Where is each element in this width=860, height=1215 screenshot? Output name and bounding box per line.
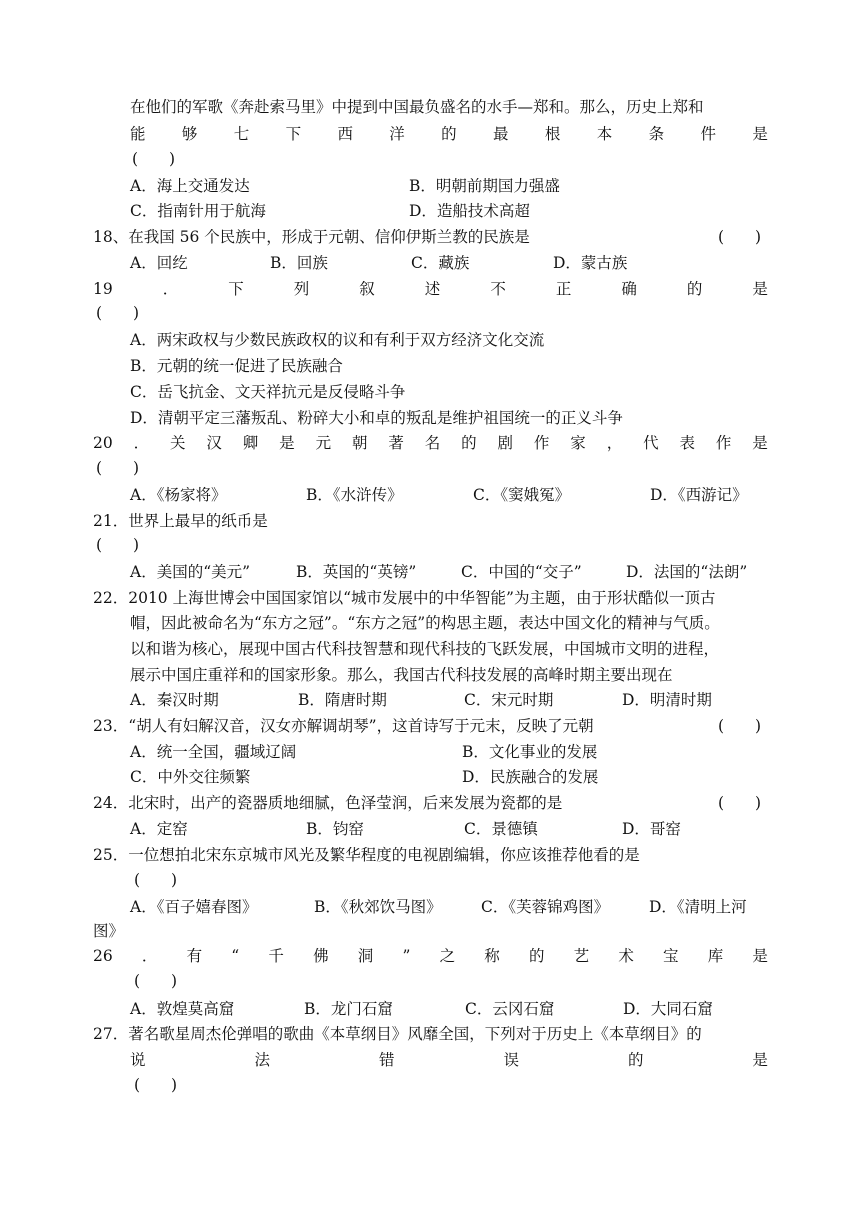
q18-option-c: C．藏族: [411, 254, 470, 272]
q22-stem-line2: 帽，因此被命名为“东方之冠”。“东方之冠”的构思主题，表达中国文化的精神与气质。: [130, 614, 720, 632]
stem-char: 作: [715, 434, 732, 452]
stem-char: 最: [493, 125, 509, 143]
q20-stem: [93, 433, 768, 453]
q19-answer-bracket: ( ): [96, 304, 140, 322]
stem-char: 条: [648, 125, 665, 143]
stem-char: ．: [162, 280, 179, 298]
q27-stem-line1: 27．著名歌星周杰伦弹唱的歌曲《本草纲目》风靡全国，下列对于历史上《本草纲目》的: [93, 1025, 702, 1043]
q17-stem-line1: 在他们的军歌《奔赴索马里》中提到中国最负盛名的水手—郑和。那么，历史上郑和: [130, 98, 704, 116]
stem-char: 宝: [663, 947, 679, 965]
q18-answer-bracket: ( ): [718, 228, 762, 246]
stem-char: 误: [503, 1051, 519, 1069]
q19-option-c: C．岳飞抗金、文天祥抗元是反侵略斗争: [130, 383, 406, 401]
q25-option-b: B．《秋郊饮马图》: [314, 898, 442, 916]
q22-stem-line4: 展示中国庄重祥和的国家形象。那么，我国古代科技发展的高峰时期主要出现在: [130, 666, 673, 684]
q18-stem: 18、在我国 56 个民族中，形成于元朝、信仰伊斯兰教的民族是: [93, 228, 530, 246]
stem-char: 的: [461, 434, 477, 452]
q17-answer-bracket: ( ): [132, 150, 176, 168]
stem-char: 代: [643, 434, 659, 452]
stem-char: 剧: [497, 434, 514, 452]
stem-char: 之: [439, 947, 456, 965]
q23-option-c: C．中外交往频繁: [130, 768, 251, 786]
stem-char: 是: [752, 1051, 768, 1069]
stem-char: 是: [752, 947, 768, 965]
q26-option-a: A．敦煌莫高窟: [130, 1000, 235, 1018]
stem-char: 表: [679, 434, 695, 452]
stem-char: 20: [93, 434, 113, 452]
stem-char: 库: [707, 947, 724, 965]
q22-option-c: C．宋元时期: [464, 691, 554, 709]
q19-option-a: A．两宋政权与少数民族政权的议和有利于双方经济文化交流: [130, 331, 545, 349]
stem-char: 能: [130, 125, 146, 143]
q21-option-a: A．美国的“美元”: [130, 563, 251, 581]
stem-char: 千: [268, 947, 284, 965]
stem-char: 法: [254, 1051, 270, 1069]
stem-char: 下: [285, 125, 302, 143]
q27-stem-line2: [130, 1050, 768, 1070]
stem-char: 洋: [389, 125, 405, 143]
stem-char: 关: [170, 434, 186, 452]
q21-stem: 21．世界上最早的纸币是: [93, 512, 268, 530]
q22-option-b: B．隋唐时期: [298, 691, 387, 709]
q20-option-c: C．《窦娥冤》: [473, 486, 571, 504]
stem-char: 有: [186, 947, 203, 965]
stem-char: 是: [279, 434, 295, 452]
q26-option-c: C．云冈石窟: [465, 1000, 555, 1018]
stem-char: ．: [133, 434, 150, 452]
stem-char: 的: [528, 947, 545, 965]
q21-option-c: C．中国的“交子”: [461, 563, 582, 581]
q18-option-b: B．回族: [270, 254, 328, 272]
q22-option-a: A．秦汉时期: [130, 691, 219, 709]
q23-stem: 23．“胡人有妇解汉音，汉女亦解调胡琴”，这首诗写于元末，反映了元朝: [93, 717, 594, 735]
q25-option-c: C．《芙蓉锦鸡图》: [481, 898, 610, 916]
stem-char: 19: [93, 280, 113, 298]
q22-option-d: D．明清时期: [622, 691, 712, 709]
q26-option-d: D．大同石窟: [623, 1000, 713, 1018]
q25-option-d-wrap: 图》: [93, 922, 125, 940]
stem-char: 称: [484, 947, 500, 965]
stem-char: 洞: [357, 947, 374, 965]
q17-option-b: B．明朝前期国力强盛: [409, 177, 560, 195]
q23-option-d: D．民族融合的发展: [462, 768, 599, 786]
q18-option-a: A．回纥: [130, 254, 188, 272]
stem-char: 不: [490, 280, 506, 298]
stem-char: 说: [130, 1051, 146, 1069]
stem-char: 卿: [242, 434, 259, 452]
q26-option-b: B．龙门石窟: [304, 1000, 393, 1018]
q22-stem-line3: 以和谐为核心，展现中国古代科技智慧和现代科技的飞跃发展，中国城市文明的进程，: [130, 640, 720, 658]
q20-option-d: D．《西游记》: [650, 486, 748, 504]
stem-char: 够: [181, 125, 198, 143]
q24-option-a: A．定窑: [130, 820, 188, 838]
stem-char: 著: [388, 434, 404, 452]
stem-char: 术: [618, 947, 634, 965]
stem-char: 确: [621, 280, 637, 298]
stem-char: 元: [315, 434, 332, 452]
q24-answer-bracket: ( ): [718, 794, 762, 812]
q23-answer-bracket: ( ): [718, 717, 762, 735]
q23-option-b: B．文化事业的发展: [462, 743, 598, 761]
q17-option-a: A．海上交通发达: [130, 177, 250, 195]
stem-char: 的: [627, 1051, 644, 1069]
q19-stem: [93, 279, 768, 299]
stem-char: 西: [337, 125, 353, 143]
stem-char: 作: [533, 434, 550, 452]
stem-char: 下: [228, 280, 244, 298]
q17-stem-line2: [130, 124, 768, 144]
q17-option-d: D．造船技术高超: [409, 202, 530, 220]
stem-char: 名: [424, 434, 441, 452]
stem-char: 26: [93, 947, 113, 965]
q20-option-a: A．《杨家将》: [130, 486, 227, 504]
q23-option-a: A．统一全国，疆域辽阔: [130, 743, 297, 761]
q17-option-c: C．指南针用于航海: [130, 202, 266, 220]
stem-char: 叙: [359, 280, 375, 298]
stem-char: ，: [606, 434, 623, 452]
stem-char: 七: [233, 125, 250, 143]
stem-char: 是: [752, 280, 768, 298]
stem-char: 正: [555, 280, 572, 298]
q18-option-d: D．蒙古族: [553, 254, 628, 272]
q27-answer-bracket: ( ): [134, 1076, 178, 1094]
q24-stem: 24．北宋时，出产的瓷器质地细腻，色泽莹润，后来发展为瓷都的是: [93, 794, 563, 812]
stem-char: 汉: [206, 434, 222, 452]
q25-option-d: D．《清明上河: [649, 898, 747, 916]
stem-char: ”: [402, 947, 411, 965]
stem-char: 的: [441, 125, 457, 143]
q24-option-d: D．哥窑: [622, 820, 681, 838]
q20-answer-bracket: ( ): [96, 459, 140, 477]
q20-option-b: B．《水浒传》: [306, 486, 403, 504]
stem-char: 的: [686, 280, 703, 298]
q22-stem-line1: 22．2010 上海世博会中国国家馆以“城市发展中的中华智能”为主题，由于形状酷似一顶古: [93, 589, 716, 607]
stem-char: 佛: [313, 947, 329, 965]
q25-option-a: A．《百子嬉春图》: [130, 898, 258, 916]
q21-answer-bracket: ( ): [96, 536, 140, 554]
stem-char: 列: [293, 280, 310, 298]
stem-char: 是: [752, 434, 768, 452]
q19-option-b: B．元朝的统一促进了民族融合: [130, 357, 343, 375]
stem-char: “: [231, 947, 240, 965]
q21-option-d: D．法国的“法朗”: [626, 563, 748, 581]
q25-stem: 25．一位想拍北宋东京城市风光及繁华程度的电视剧编辑，你应该推荐他看的是: [93, 846, 640, 864]
q19-option-d: D．清朝平定三藩叛乱、粉碎大小和卓的叛乱是维护祖国统一的正义斗争: [130, 409, 623, 427]
q25-answer-bracket: ( ): [134, 871, 178, 889]
q26-stem: [93, 946, 768, 966]
stem-char: 艺: [573, 947, 590, 965]
q26-answer-bracket: ( ): [134, 972, 178, 990]
stem-char: 错: [378, 1051, 395, 1069]
stem-char: 本: [596, 125, 613, 143]
stem-char: 是: [752, 125, 768, 143]
stem-char: 根: [544, 125, 561, 143]
q24-option-b: B．钧窑: [306, 820, 364, 838]
stem-char: ．: [141, 947, 158, 965]
q24-option-c: C．景德镇: [464, 820, 538, 838]
stem-char: 朝: [351, 434, 368, 452]
q21-option-b: B．英国的“英镑”: [296, 563, 417, 581]
stem-char: 述: [424, 280, 441, 298]
stem-char: 家: [570, 434, 586, 452]
stem-char: 件: [700, 125, 716, 143]
